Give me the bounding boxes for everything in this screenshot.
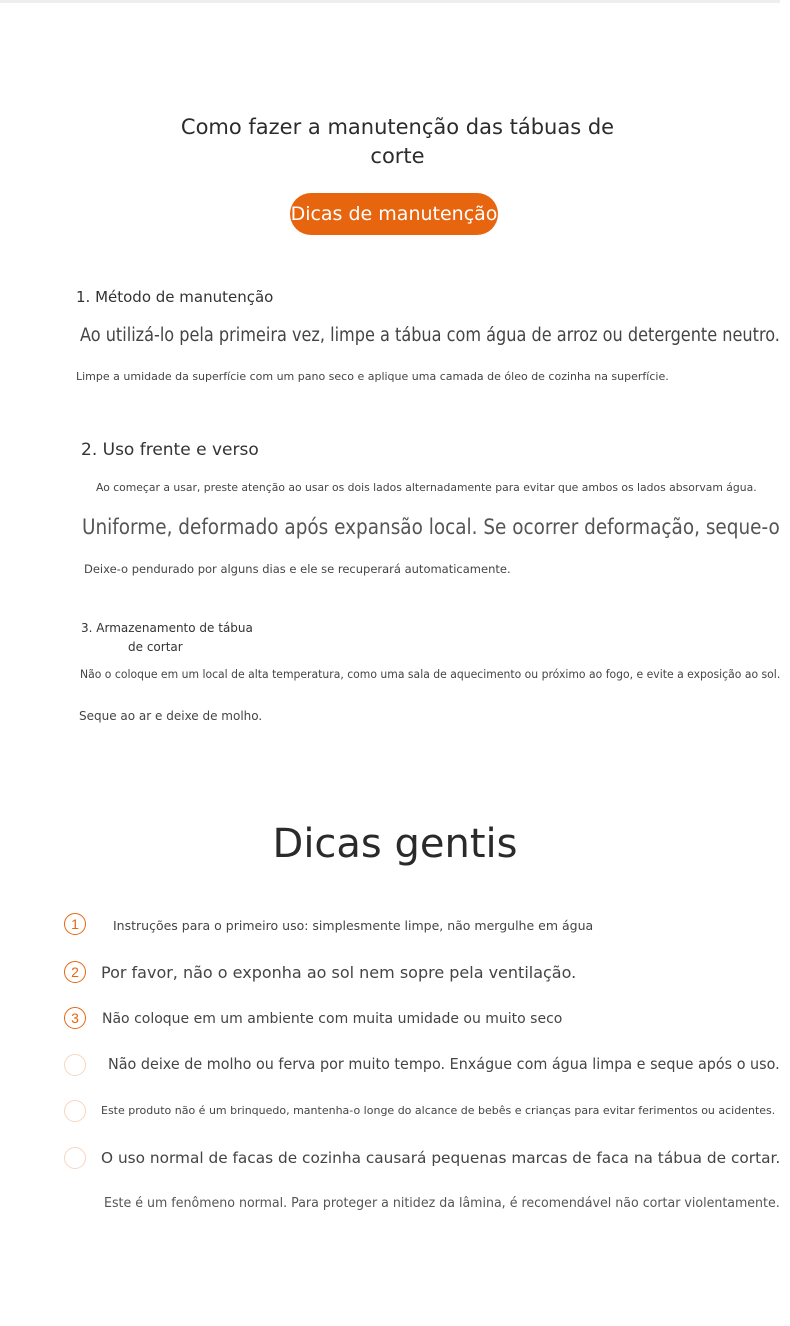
section2-line3: Deixe-o pendurado por alguns dias e ele se recuperará automaticamente. [84,562,511,576]
section1-line2: Limpe a umidade da superfície com um pano seco e aplique uma camada de óleo de cozinha na superfície. [76,370,669,383]
tip-number-1: 1 [64,913,86,935]
tip-text-2: Por favor, não o exponha ao sol nem sopre pela ventilação. [101,963,577,982]
tips-footnote: Este é um fenômeno normal. Para proteger a nitidez da lâmina, é recomendável não cortar violentamente. [104,1196,780,1211]
top-divider [0,0,780,3]
section3-heading-line1: 3. Armazenamento de tábua [81,621,253,635]
maintenance-tips-badge: Dicas de manutenção [290,193,498,235]
tip-text-6: O uso normal de facas de cozinha causará pequenas marcas de faca na tábua de cortar. [101,1149,781,1167]
page-title-line1: Como fazer a manutenção das tábuas de [180,115,615,139]
tip-text-1: Instruções para o primeiro uso: simplesmente limpe, não mergulhe em água [113,918,594,933]
page-title-line2: corte [370,144,425,168]
section1-heading: 1. Método de manutenção [76,288,274,306]
section1-line1: Ao utilizá-lo pela primeira vez, limpe a tábua com água de arroz ou detergente neutro. [80,325,780,346]
tip-number-3: 3 [64,1007,86,1029]
tip-text-4: Não deixe de molho ou ferva por muito tempo. Enxágue com água limpa e seque após o uso. [108,1055,780,1073]
tips-title: Dicas gentis [272,821,518,867]
section3-line1: Não o coloque em um local de alta temperatura, como uma sala de aquecimento ou próximo ao fogo, e evite a exposição ao sol. [80,668,781,681]
page-title [0,113,790,171]
section2-line1: Ao começar a usar, preste atenção ao usar os dois lados alternadamente para evitar que ambos os lados absorvam água. [96,481,757,494]
section3-heading-line2: de cortar [128,640,183,654]
section2-heading: 2. Uso frente e verso [81,440,259,460]
tip-text-3: Não coloque em um ambiente com muita umidade ou muito seco [102,1011,563,1027]
tip-number-5 [64,1100,86,1122]
tip-number-2: 2 [64,961,86,983]
section2-line2: Uniforme, deformado após expansão local. Se ocorrer deformação, seque-o [82,515,780,540]
tip-number-6 [64,1147,86,1169]
tip-text-5: Este produto não é um brinquedo, mantenha-o longe do alcance de bebês e crianças para evitar ferimentos ou acidentes. [101,1104,776,1117]
section3-line2: Seque ao ar e deixe de molho. [79,709,263,723]
tip-number-4 [64,1054,86,1076]
